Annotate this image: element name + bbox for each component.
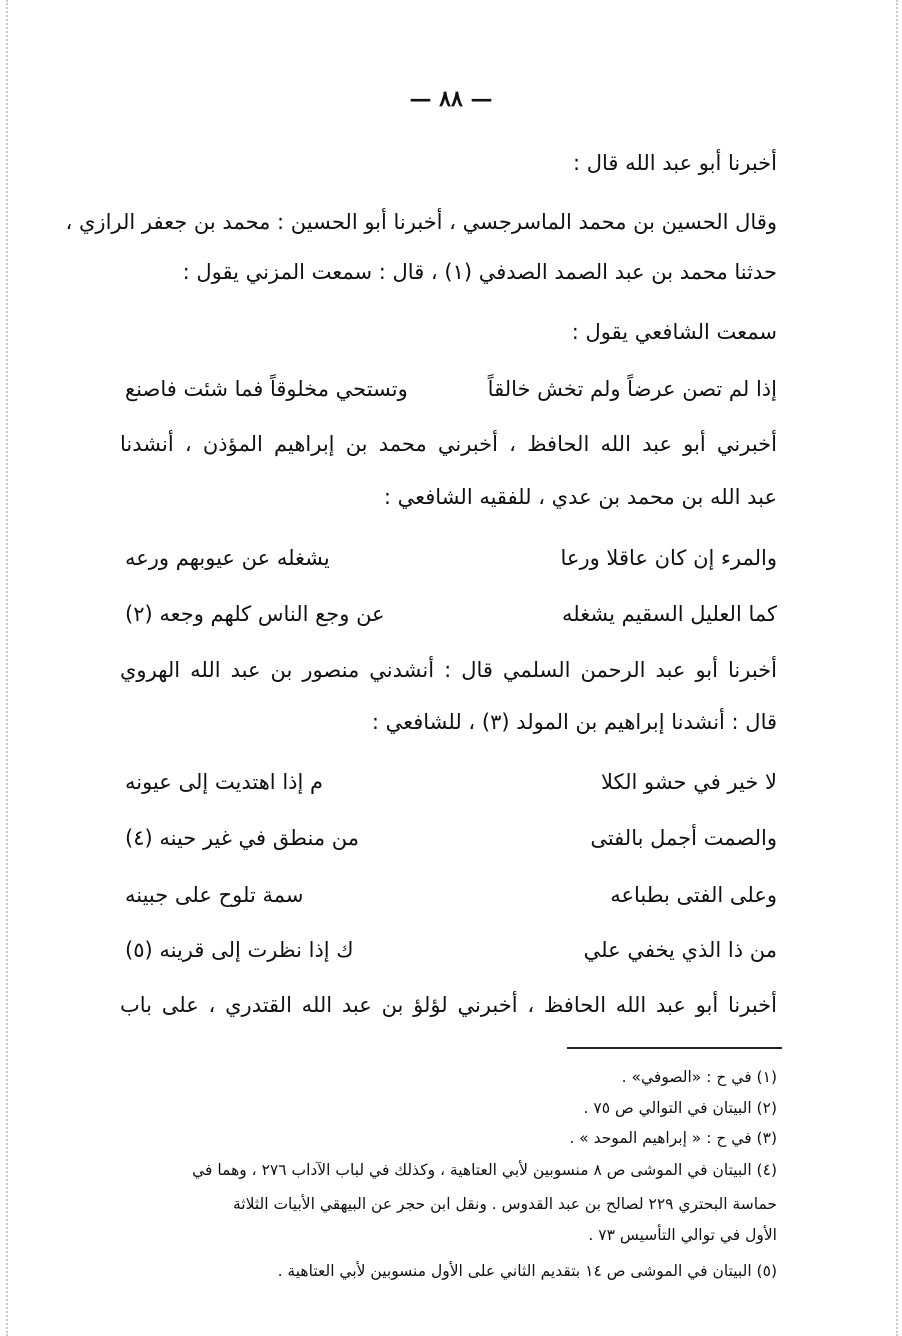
footnote: (٤) البيتان في الموشى ص ٨ منسوبين لأبي العتاهية ، وكذلك في لباب الآداب ٢٧٦ ، وهما في bbox=[192, 1161, 777, 1179]
verse-hemistich-first: وعلى الفتى بطباعه bbox=[610, 883, 777, 907]
footnote: (٣) في ح : « إبراهيم الموحد » . bbox=[569, 1129, 777, 1147]
verse-hemistich-first: والمرء إن كان عاقلا ورعا bbox=[560, 546, 777, 570]
footnote: (٥) البيتان في الموشى ص ١٤ بتقديم الثاني على الأول منسوبين لأبي العتاهية . bbox=[277, 1262, 777, 1280]
text-line: وقال الحسين بن محمد الماسرجسي ، أخبرنا أبو الحسين : محمد بن جعفر الرازي ، bbox=[65, 210, 777, 234]
text-line: أخبرنا أبو عبد الله الحافظ ، أخبرني لؤلؤ بن عبد الله القتدري ، على باب bbox=[120, 993, 777, 1017]
verse bbox=[125, 938, 777, 978]
verse-hemistich-second: من منطق في غير حينه (٤) bbox=[125, 826, 359, 850]
verse bbox=[125, 770, 777, 810]
text-line: قال : أنشدنا إبراهيم بن المولد (٣) ، للشافعي : bbox=[371, 710, 777, 734]
right-edge-dots bbox=[896, 0, 898, 1336]
footnote: الأول في توالي التأسيس ٧٣ . bbox=[588, 1226, 777, 1244]
verse-hemistich-first: من ذا الذي يخفي علي bbox=[583, 938, 777, 962]
left-edge-dots bbox=[6, 0, 8, 1336]
text-line: أخبرني أبو عبد الله الحافظ ، أخبرني محمد بن إبراهيم المؤذن ، أنشدنا bbox=[120, 432, 777, 456]
verse-hemistich-first: والصمت أجمل بالفتى bbox=[590, 826, 777, 850]
footnote: (١) في ح : «الصوفي» . bbox=[621, 1068, 777, 1086]
verse-hemistich-second: يشغله عن عيوبهم ورعه bbox=[125, 546, 330, 570]
verse bbox=[125, 883, 777, 923]
verse-hemistich-first: كما العليل السقيم يشغله bbox=[562, 602, 777, 626]
text-line: أخبرنا أبو عبد الرحمن السلمي قال : أنشدني منصور بن عبد الله الهروي bbox=[120, 658, 777, 682]
text-line: عبد الله بن محمد بن عدي ، للفقيه الشافعي : bbox=[383, 485, 777, 509]
footnote-separator bbox=[567, 1047, 782, 1049]
text-line: أخبرنا أبو عبد الله قال : bbox=[573, 151, 777, 175]
verse-hemistich-first: إذا لم تصن عرضاً ولم تخش خالقاً bbox=[487, 377, 777, 401]
text-line: سمعت الشافعي يقول : bbox=[571, 320, 777, 344]
footnote: حماسة البحتري ٢٢٩ لصالح بن عبد القدوس . ونقل ابن حجر عن البيهقي الأبيات الثلاثة bbox=[232, 1195, 777, 1213]
text-line: حدثنا محمد بن عبد الصمد الصدفي (١) ، قال : سمعت المزني يقول : bbox=[182, 260, 777, 284]
verse-hemistich-second: ك إذا نظرت إلى قرينه (٥) bbox=[125, 938, 354, 962]
verse-hemistich-second: سمة تلوح على جبينه bbox=[125, 883, 304, 907]
verse-hemistich-second: عن وجع الناس كلهم وجعه (٢) bbox=[125, 602, 385, 626]
verse-hemistich-second: وتستحي مخلوقاً فما شئت فاصنع bbox=[125, 377, 408, 401]
verse-hemistich-first: لا خير في حشو الكلا bbox=[600, 770, 777, 794]
page-number: — ٨٨ — bbox=[409, 86, 493, 112]
verse-hemistich-second: م إذا اهتديت إلى عيونه bbox=[125, 770, 324, 794]
footnote: (٢) البيتان في التوالي ص ٧٥ . bbox=[583, 1099, 777, 1117]
verse bbox=[125, 546, 777, 586]
verse bbox=[125, 826, 777, 866]
verse bbox=[125, 602, 777, 642]
verse bbox=[125, 377, 777, 417]
